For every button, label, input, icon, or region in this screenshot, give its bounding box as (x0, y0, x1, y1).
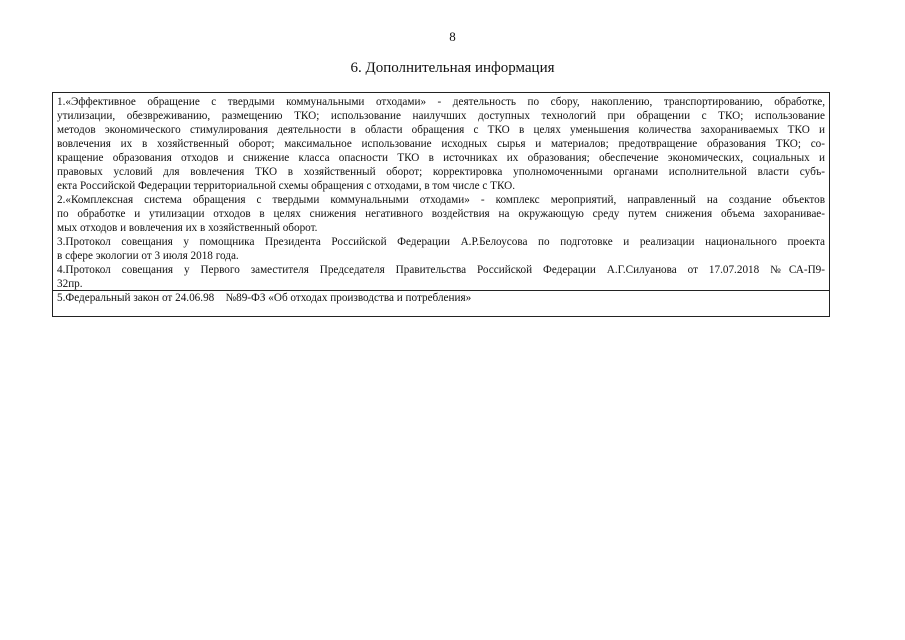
note-2-line-3: мых отходов и вовлечения их в хозяйственный оборот. (57, 222, 318, 234)
note-3-line-1: 3.Протокол совещания у помощника Президента Российской Федерации А.Р.Белоусова по подготовке и реализации национального проекта (57, 236, 825, 248)
bottom-divider (53, 290, 829, 291)
page-number: 8 (449, 29, 456, 44)
note-1-line-5: кращение образования отходов и снижение класса опасности ТКО в источниках их образования; обеспечение экономических, социальных и (57, 152, 825, 164)
note-4-line-1: 4.Протокол совещания у Первого заместителя Председателя Правительства Российской Федерации А.Г.Силуанова от 17.07.2018 №СА-П9- (57, 264, 825, 276)
note-3-line-2: в сфере экологии от 3 июля 2018 года. (57, 250, 239, 262)
section-title: 6. Дополнительная информация (350, 60, 555, 76)
note-1-line-3: методов экономического стимулирования деятельности в области обращения с ТКО в целях уменьшения количества захораниваемых ТКО и (57, 124, 825, 136)
note-1-line-4: вовлечения их в хозяйственный оборот; максимальное использование исходных сырья и материалов; предотвращение образования ТКО; со- (57, 138, 825, 150)
note-4-line-2: 32пр. (57, 278, 83, 290)
note-2-line-1: 2.«Комплексная система обращения с твердыми коммунальными отходами» - комплекс мероприятий, направленный на создание объектов (57, 194, 825, 206)
note-1-line-2: утилизации, обезвреживанию, размещению ТКО; использование наилучших доступных технологий при обращении с ТКО; использование (57, 110, 825, 122)
note-5-line-1: 5.Федеральный закон от 24.06.98 №89-ФЗ «Об отходах производства и потребления» (57, 292, 472, 304)
note-1-line-6: правовых условий для вовлечения ТКО в хозяйственный оборот; корректировка уполномоченными органами исполнительной власти субъ- (57, 166, 825, 178)
additional-info-box (52, 92, 830, 317)
note-1-line-7: екта Российской Федерации территориальной схемы обращения с отходами, в том числе с ТКО. (57, 180, 516, 192)
note-1-line-1: 1.«Эффективное обращение с твердыми коммунальными отходами» - деятельность по сбору, накоплению, транспортированию, обработке, (57, 96, 825, 108)
note-2-line-2: по обработке и утилизации отходов в целях снижения негативного воздействия на окружающую среду путем снижения объема захоранивае- (57, 208, 825, 220)
